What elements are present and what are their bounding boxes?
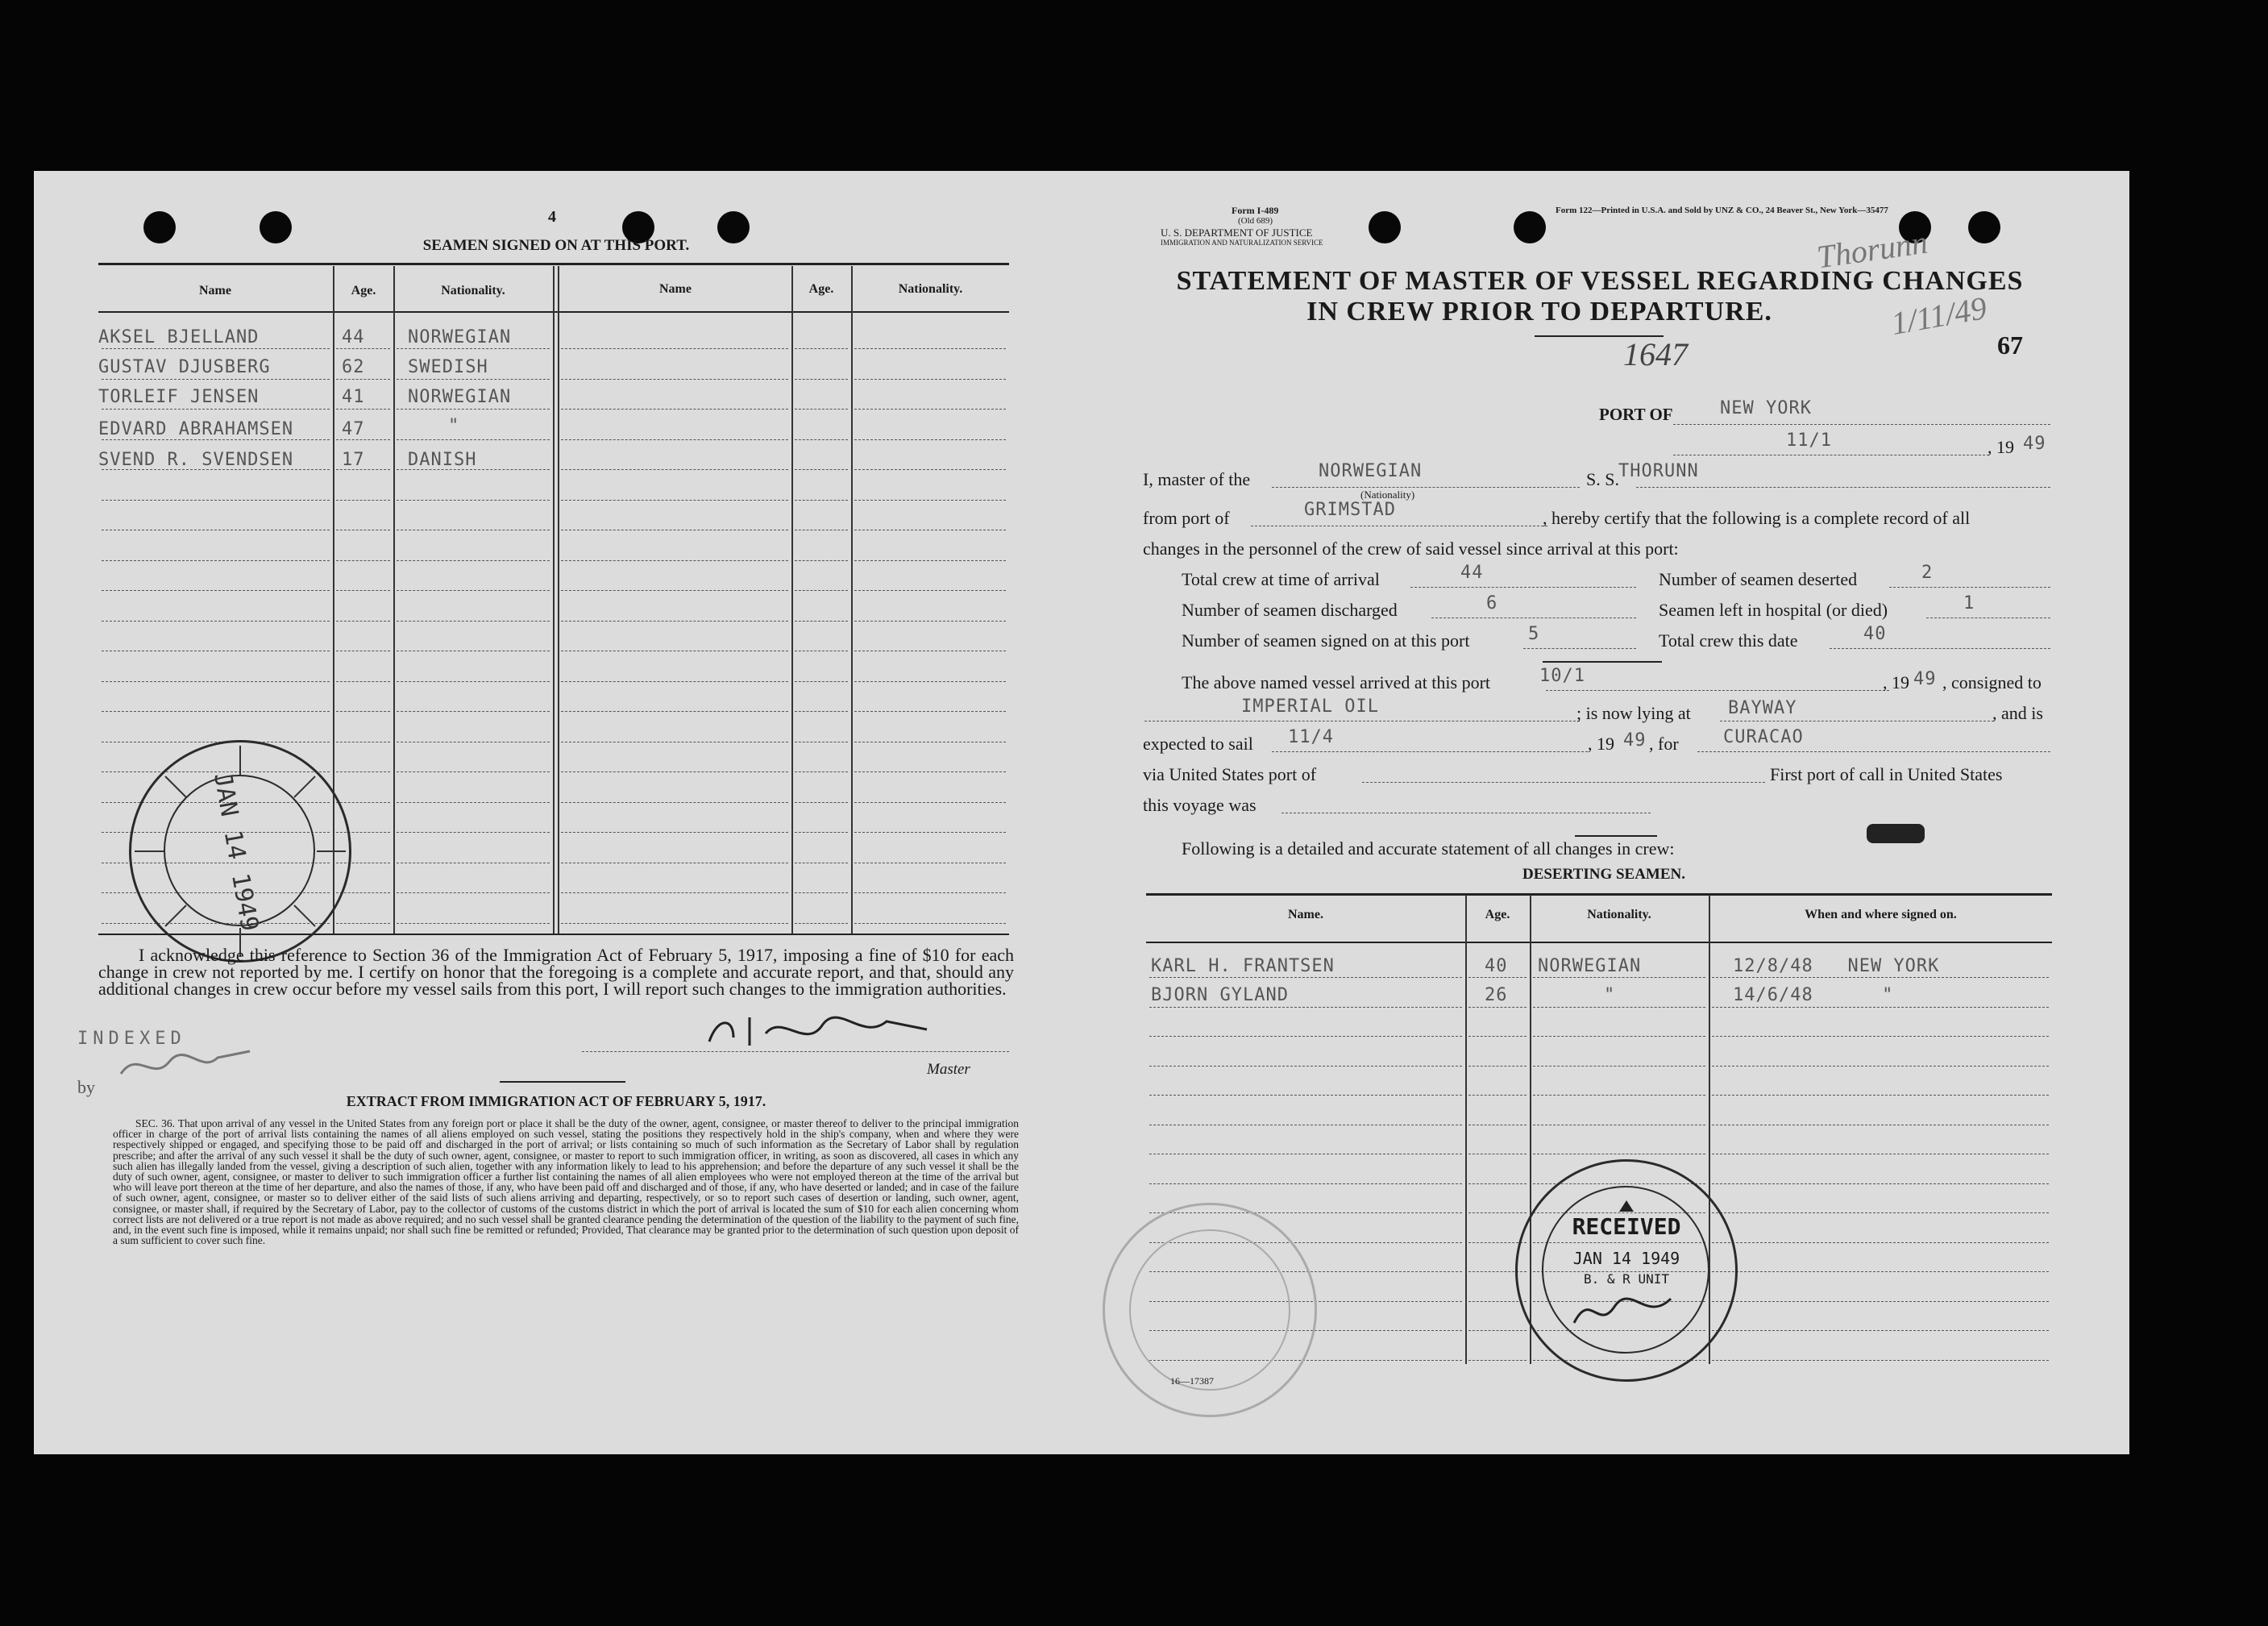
- indexed-stamp: INDEXED: [77, 1029, 186, 1049]
- table-cell-name: TORLEIF JENSEN: [98, 387, 260, 407]
- form-title-line1: STATEMENT OF MASTER OF VESSEL REGARDING CHANGES: [1176, 266, 2024, 296]
- table-cell-nationality: DANISH: [408, 450, 477, 470]
- hospital-label: Seamen left in hospital (or died): [1659, 600, 1888, 620]
- acknowledgement-text: I acknowledge this reference to Section 36 of the Immigration Act of February 5, 1917, imposing a fine of $10 for each change in crew not reported by me. I certify on honor that the foregoing is a complete and accurate report, and that, should any additional changes in crew occur before my vessel sails from this port, I will report such changes to the immigration authorities.: [98, 945, 1014, 999]
- expected-year-value: 49: [1623, 730, 1647, 751]
- col-header-nationality: Nationality.: [441, 284, 505, 297]
- col-header-age-2: Age.: [808, 282, 834, 296]
- table-cell-nationality: SWEDISH: [408, 357, 488, 377]
- deserting-cell-name: BJORN GYLAND: [1151, 985, 1289, 1005]
- from-port-label: from port of: [1143, 508, 1230, 528]
- changes-text: changes in the personnel of the crew of said vessel since arrival at this port:: [1143, 539, 1679, 559]
- received-stamp: [1515, 1159, 1738, 1382]
- certify-text: , hereby certify that the following is a complete record of all: [1543, 508, 1971, 528]
- from-port-value: GRIMSTAD: [1304, 500, 1396, 520]
- nationality-caption: (Nationality): [1360, 489, 1415, 501]
- signed-on-label: Number of seamen signed on at this port: [1182, 630, 1470, 651]
- deserting-cell-when-where: 14/6/48 ": [1733, 985, 1894, 1005]
- left-page-title: SEAMEN SIGNED ON AT THIS PORT.: [422, 237, 690, 254]
- table-cell-name: AKSEL BJELLAND: [98, 327, 260, 347]
- handwritten-ship-name: Thorunn: [1814, 223, 1930, 276]
- binding-hole: [1514, 211, 1546, 243]
- deserting-col-when-where: When and where signed on.: [1805, 908, 1957, 921]
- col-header-name-2: Name: [659, 282, 692, 296]
- deserting-col-nationality: Nationality.: [1587, 908, 1651, 921]
- deserted-label: Number of seamen deserted: [1659, 569, 1858, 589]
- department-name: U. S. DEPARTMENT OF JUSTICE: [1161, 227, 1313, 239]
- deserting-cell-nationality: ": [1604, 985, 1616, 1005]
- arrived-year-value: 49: [1913, 669, 1937, 689]
- voyage-label: this voyage was: [1143, 795, 1257, 815]
- table-cell-name: EDVARD ABRAHAMSEN: [98, 419, 294, 439]
- footer-code: 16—17387: [1170, 1375, 1214, 1387]
- ink-blot: [1867, 824, 1925, 843]
- master-of-label: I, master of the: [1143, 469, 1251, 489]
- total-crew-value: 40: [1863, 624, 1887, 644]
- following-text: Following is a detailed and accurate statement of all changes in crew:: [1182, 838, 1675, 859]
- total-crew-label: Total crew this date: [1659, 630, 1798, 651]
- table-cell-nationality: ": [448, 416, 460, 436]
- table-cell-name: SVEND R. SVENDSEN: [98, 450, 294, 470]
- table-cell-age: 62: [342, 357, 365, 377]
- indexed-initials-signature: [113, 1042, 258, 1090]
- received-label: RECEIVED: [1572, 1213, 1681, 1240]
- deserting-cell-age: 40: [1485, 956, 1508, 976]
- lying-at-label: ; is now lying at: [1576, 703, 1691, 723]
- right-page-number: 67: [1997, 331, 2023, 360]
- deserting-seamen-title: DESERTING SEAMEN.: [1522, 866, 1686, 883]
- ss-label: S. S.: [1586, 469, 1619, 489]
- table-cell-age: 41: [342, 387, 365, 407]
- table-cell-name: GUSTAV DJUSBERG: [98, 357, 271, 377]
- year-prefix: , 19: [1988, 437, 2014, 457]
- arrived-value: 10/1: [1539, 666, 1585, 686]
- binding-hole: [143, 211, 176, 243]
- master-label: Master: [927, 1061, 970, 1078]
- deserting-cell-name: KARL H. FRANTSEN: [1151, 956, 1335, 976]
- deserted-value: 2: [1921, 563, 1934, 583]
- year-value: 49: [2023, 434, 2046, 454]
- for-value: CURACAO: [1723, 727, 1804, 747]
- deserting-cell-age: 26: [1485, 985, 1508, 1005]
- col-header-name: Name: [199, 284, 231, 297]
- deserting-col-age: Age.: [1485, 908, 1510, 921]
- vessel-nationality-value: NORWEGIAN: [1319, 461, 1423, 481]
- consigned-label: , consigned to: [1942, 672, 2042, 692]
- total-crew-arrival-label: Total crew at time of arrival: [1182, 569, 1380, 589]
- service-name: IMMIGRATION AND NATURALIZATION SERVICE: [1161, 239, 1323, 247]
- binding-hole: [260, 211, 292, 243]
- printer-imprint: Form 122—Printed in U.S.A. and Sold by UNZ & CO., 24 Beaver St., New York—35477: [1556, 206, 1888, 215]
- received-date: JAN 14 1949: [1572, 1249, 1680, 1268]
- table-cell-age: 44: [342, 327, 365, 347]
- indexed-by-label: by: [77, 1077, 95, 1097]
- consignee-value: IMPERIAL OIL: [1241, 697, 1379, 717]
- extract-text: SEC. 36. That upon arrival of any vessel in the United States from any foreign port or place it shall be the duty of the owner, agent, consignee, or master thereof to deliver to the principal immigration officer in charge of the port of arrival lists containing the names of all aliens employed on such vessel, stating the positions they respectively hold in the ship's company, when and where they were respectively shipped or engaged, and specifying those to be paid off and discharged in the port of arrival; or lists containing so much of such information as the Secretary of Labor shall by regulation prescribe; and after the arrival of any such vessel it shall be the duty of such owner, agent, consignee, or master to report to such immigration officer, in writing, as soon as discovered, all cases in which any such alien has illegally landed from the vessel, giving a description of such alien, together with any information likely to lead to his apprehension; and before the departure of any such vessel it shall be the duty of such owner, agent, consignee, or master to deliver to such immigration officer a further list containing the names of all alien employees who were not employed thereon at the time of the arrival but who will leave port thereon at the time of her departure, and also the names of those, if any, who have been paid off and discharged and of those, if any, who have deserted or landed; and in case of the failure of such owner, agent, consignee, or master so to deliver either of the said lists of such aliens arriving and departing, respectively, or so to report such cases of desertion or landing, such owner, agent, consignee, or master shall, if required by the Secretary of Labor, pay to the collector of customs of the customs district in which the port of arrival is located the sum of $10 for each alien concerning whom correct lists are not delivered or a true report is not made as above required; and no such vessel shall be granted clearance pending the determination of the question of the liability to the payment of such fine, and, in the event such fine is imposed, while it remains unpaid; nor shall such fine be remitted or refunded; Provided, That clearance may be granted prior to the determination of such question upon deposit of a sum sufficient to cover such fine.: [113, 1117, 1019, 1247]
- for-label: , for: [1649, 734, 1679, 754]
- discharged-value: 6: [1486, 593, 1498, 613]
- total-crew-arrival-value: 44: [1460, 563, 1484, 583]
- discharged-label: Number of seamen discharged: [1182, 600, 1398, 620]
- and-is-label: , and is: [1992, 703, 2043, 723]
- form-title-line2: IN CREW PRIOR TO DEPARTURE.: [1306, 297, 1772, 326]
- binding-hole: [1369, 211, 1401, 243]
- col-header-nationality-2: Nationality.: [898, 282, 963, 296]
- first-port-label: First port of call in United States: [1770, 764, 2003, 784]
- deserting-col-name: Name.: [1288, 908, 1323, 921]
- form-number: Form I-489: [1232, 205, 1279, 216]
- handwritten-date: 1/11/49: [1888, 289, 1990, 343]
- svg-text:JAN 14 1949: JAN 14 1949: [208, 771, 264, 934]
- hospital-value: 1: [1963, 593, 1975, 613]
- form-old-number: (Old 689): [1238, 216, 1273, 226]
- binding-hole: [1968, 211, 2000, 243]
- table-cell-age: 17: [342, 450, 365, 470]
- port-date-stamp: [129, 740, 351, 963]
- ship-name-value: THORUNN: [1618, 461, 1699, 481]
- received-unit: B. & R UNIT: [1584, 1271, 1669, 1287]
- deserting-cell-nationality: NORWEGIAN: [1538, 956, 1642, 976]
- table-cell-age: 47: [342, 419, 365, 439]
- signed-on-value: 5: [1528, 624, 1540, 644]
- arrived-label: The above named vessel arrived at this port: [1182, 672, 1491, 692]
- col-header-age: Age.: [351, 284, 376, 297]
- lying-at-value: BAYWAY: [1728, 698, 1797, 718]
- master-signature: [701, 1009, 943, 1058]
- table-cell-nationality: NORWEGIAN: [408, 327, 512, 347]
- expected-label: expected to sail: [1143, 734, 1253, 754]
- port-of-value: NEW YORK: [1720, 398, 1812, 418]
- expected-year-label: , 19: [1588, 734, 1614, 754]
- port-of-label: PORT OF: [1599, 405, 1673, 424]
- deserting-cell-when-where: 12/8/48 NEW YORK: [1733, 956, 1940, 976]
- left-page-number: 4: [548, 208, 556, 226]
- extract-title: EXTRACT FROM IMMIGRATION ACT OF FEBRUARY 5, 1917.: [346, 1093, 766, 1109]
- table-cell-nationality: NORWEGIAN: [408, 387, 512, 407]
- handwritten-record-number: 1647: [1623, 336, 1688, 372]
- via-port-label: via United States port of: [1143, 764, 1317, 784]
- date-value: 11/1: [1786, 430, 1832, 451]
- arrived-year-label: , 19: [1883, 672, 1909, 692]
- expected-value: 11/4: [1288, 727, 1334, 747]
